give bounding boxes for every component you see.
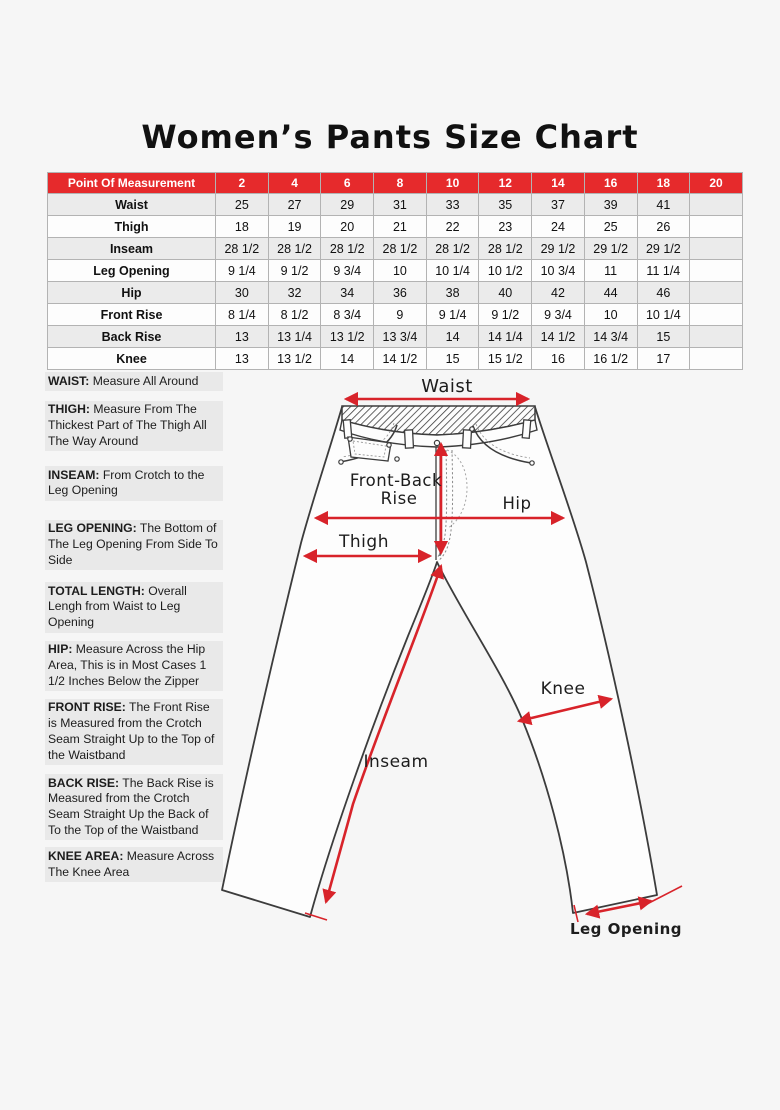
table-row [48,304,743,326]
table-row [48,216,743,238]
table-row [48,260,743,282]
front-back-rise-label-line1: Front-Back [349,471,443,490]
table-cell: 10 1/4 [637,304,690,326]
table-cell: 35 [479,194,532,216]
table-cell: 44 [584,282,637,304]
table-cell: 13 [216,348,269,370]
definition-block: FRONT RISE: The Front Rise is Measured from the Crotch Seam Straight Up to the Top of the Waistband [45,699,223,765]
table-row [48,194,743,216]
table-cell: 28 1/2 [216,238,269,260]
table-cell: 38 [426,282,479,304]
table-cell: 9 1/2 [268,260,321,282]
row-label: Knee [48,348,216,370]
header-cell-size: 8 [374,173,427,194]
header-cell-size: 16 [584,173,637,194]
table-cell: 13 3/4 [374,326,427,348]
table-cell: 42 [532,282,585,304]
table-cell: 15 [637,326,690,348]
definition-term: TOTAL LENGTH: [48,583,145,598]
definition-block: INSEAM: From Crotch to the Leg Opening [45,466,223,501]
row-label: Inseam [48,238,216,260]
table-cell: 10 1/2 [479,260,532,282]
table-cell: 8 1/4 [216,304,269,326]
waist-label: Waist [421,376,473,397]
table-cell: 10 3/4 [532,260,585,282]
definition-term: FRONT RISE: [48,700,126,715]
header-cell-measurement: Point Of Measurement [48,173,216,194]
header-cell-size: 4 [268,173,321,194]
table-cell: 18 [216,216,269,238]
definition-term: HIP: [48,642,73,657]
inseam-label: Inseam [363,752,429,772]
table-cell: 21 [374,216,427,238]
table-cell: 37 [532,194,585,216]
table-cell: 14 [321,348,374,370]
table-cell [690,260,743,282]
definition-block: HIP: Measure Across the Hip Area, This is in Most Cases 1 1/2 Inches Below the Zipper [45,641,223,691]
row-label: Thigh [48,216,216,238]
table-cell: 23 [479,216,532,238]
row-label: Front Rise [48,304,216,326]
table-cell: 32 [268,282,321,304]
header-cell-size: 12 [479,173,532,194]
definition-term: INSEAM: [48,467,100,482]
table-cell: 33 [426,194,479,216]
table-row [48,348,743,370]
table-cell [690,216,743,238]
table-cell: 13 1/4 [268,326,321,348]
table-cell [690,282,743,304]
header-cell-size: 6 [321,173,374,194]
table-cell: 14 1/2 [532,326,585,348]
table-cell: 14 3/4 [584,326,637,348]
table-cell: 9 1/4 [426,304,479,326]
leg-opening-label: Leg Opening [569,920,683,938]
table-cell [690,326,743,348]
table-cell: 20 [321,216,374,238]
front-back-rise-label-line2: Rise [380,489,418,508]
hip-label: Hip [502,494,532,513]
table-cell: 9 1/4 [216,260,269,282]
definition-term: BACK RISE: [48,775,120,790]
table-cell: 13 [216,326,269,348]
header-cell-size: 20 [690,173,743,194]
table-cell: 19 [268,216,321,238]
table-cell: 10 [374,260,427,282]
table-cell: 11 [584,260,637,282]
table-cell: 25 [216,194,269,216]
table-cell: 16 1/2 [584,348,637,370]
table-cell: 26 [637,216,690,238]
table-cell: 39 [584,194,637,216]
definition-block: TOTAL LENGTH: Overall Lengh from Waist to Leg Opening [45,582,223,632]
table-cell: 10 [584,304,637,326]
table-cell: 28 1/2 [268,238,321,260]
table-cell: 17 [637,348,690,370]
header-cell-size: 14 [532,173,585,194]
knee-label: Knee [540,679,586,699]
table-row [48,282,743,304]
table-cell: 9 1/2 [479,304,532,326]
table-cell: 29 1/2 [532,238,585,260]
header-cell-size: 2 [216,173,269,194]
page-title: Women’s Pants Size Chart [141,118,639,156]
table-cell: 10 1/4 [426,260,479,282]
table-cell: 14 [426,326,479,348]
table-cell [690,238,743,260]
table-cell: 22 [426,216,479,238]
row-label: Hip [48,282,216,304]
row-label: Back Rise [48,326,216,348]
table-cell: 40 [479,282,532,304]
table-cell: 30 [216,282,269,304]
definition-term: WAIST: [48,373,90,388]
definition-term: LEG OPENING: [48,521,137,536]
table-cell: 28 1/2 [479,238,532,260]
table-cell: 28 1/2 [321,238,374,260]
table-cell: 31 [374,194,427,216]
table-cell: 28 1/2 [374,238,427,260]
table-cell: 8 1/2 [268,304,321,326]
size-table-header [48,173,743,194]
definition-block: LEG OPENING: The Bottom of The Leg Opening From Side To Side [45,520,223,570]
table-cell: 27 [268,194,321,216]
row-label: Leg Opening [48,260,216,282]
table-cell: 29 [321,194,374,216]
table-cell: 11 1/4 [637,260,690,282]
table-cell: 13 1/2 [321,326,374,348]
table-cell: 34 [321,282,374,304]
table-cell: 13 1/2 [268,348,321,370]
table-cell: 9 3/4 [321,260,374,282]
header-cell-size: 10 [426,173,479,194]
size-chart-table [47,172,743,370]
table-cell [690,194,743,216]
table-cell: 41 [637,194,690,216]
table-cell: 29 1/2 [637,238,690,260]
definition-block: BACK RISE: The Back Rise is Measured from the Crotch Seam Straight Up the Back of To the Top of the Waistband [45,774,223,840]
table-cell [690,304,743,326]
table-cell: 46 [637,282,690,304]
table-cell: 36 [374,282,427,304]
definition-block: KNEE AREA: Measure Across The Knee Area [45,847,223,882]
definition-block: THIGH: Measure From The Thickest Part of The Thigh All The Way Around [45,401,223,451]
table-cell: 9 [374,304,427,326]
table-cell: 28 1/2 [426,238,479,260]
size-table-body [48,194,743,370]
table-cell: 16 [532,348,585,370]
table-cell: 14 1/2 [374,348,427,370]
table-row [48,238,743,260]
definition-term: KNEE AREA: [48,848,124,863]
table-cell: 25 [584,216,637,238]
row-label: Waist [48,194,216,216]
table-cell: 24 [532,216,585,238]
table-cell: 14 1/4 [479,326,532,348]
table-row [48,326,743,348]
definition-term: THIGH: [48,402,90,417]
definition-block: WAIST: Measure All Around [45,372,223,391]
table-cell: 29 1/2 [584,238,637,260]
table-cell: 15 [426,348,479,370]
thigh-label: Thigh [339,532,389,552]
table-cell: 15 1/2 [479,348,532,370]
pants-diagram [0,370,780,970]
table-cell: 8 3/4 [321,304,374,326]
header-cell-size: 18 [637,173,690,194]
table-cell: 9 3/4 [532,304,585,326]
table-cell [690,348,743,370]
